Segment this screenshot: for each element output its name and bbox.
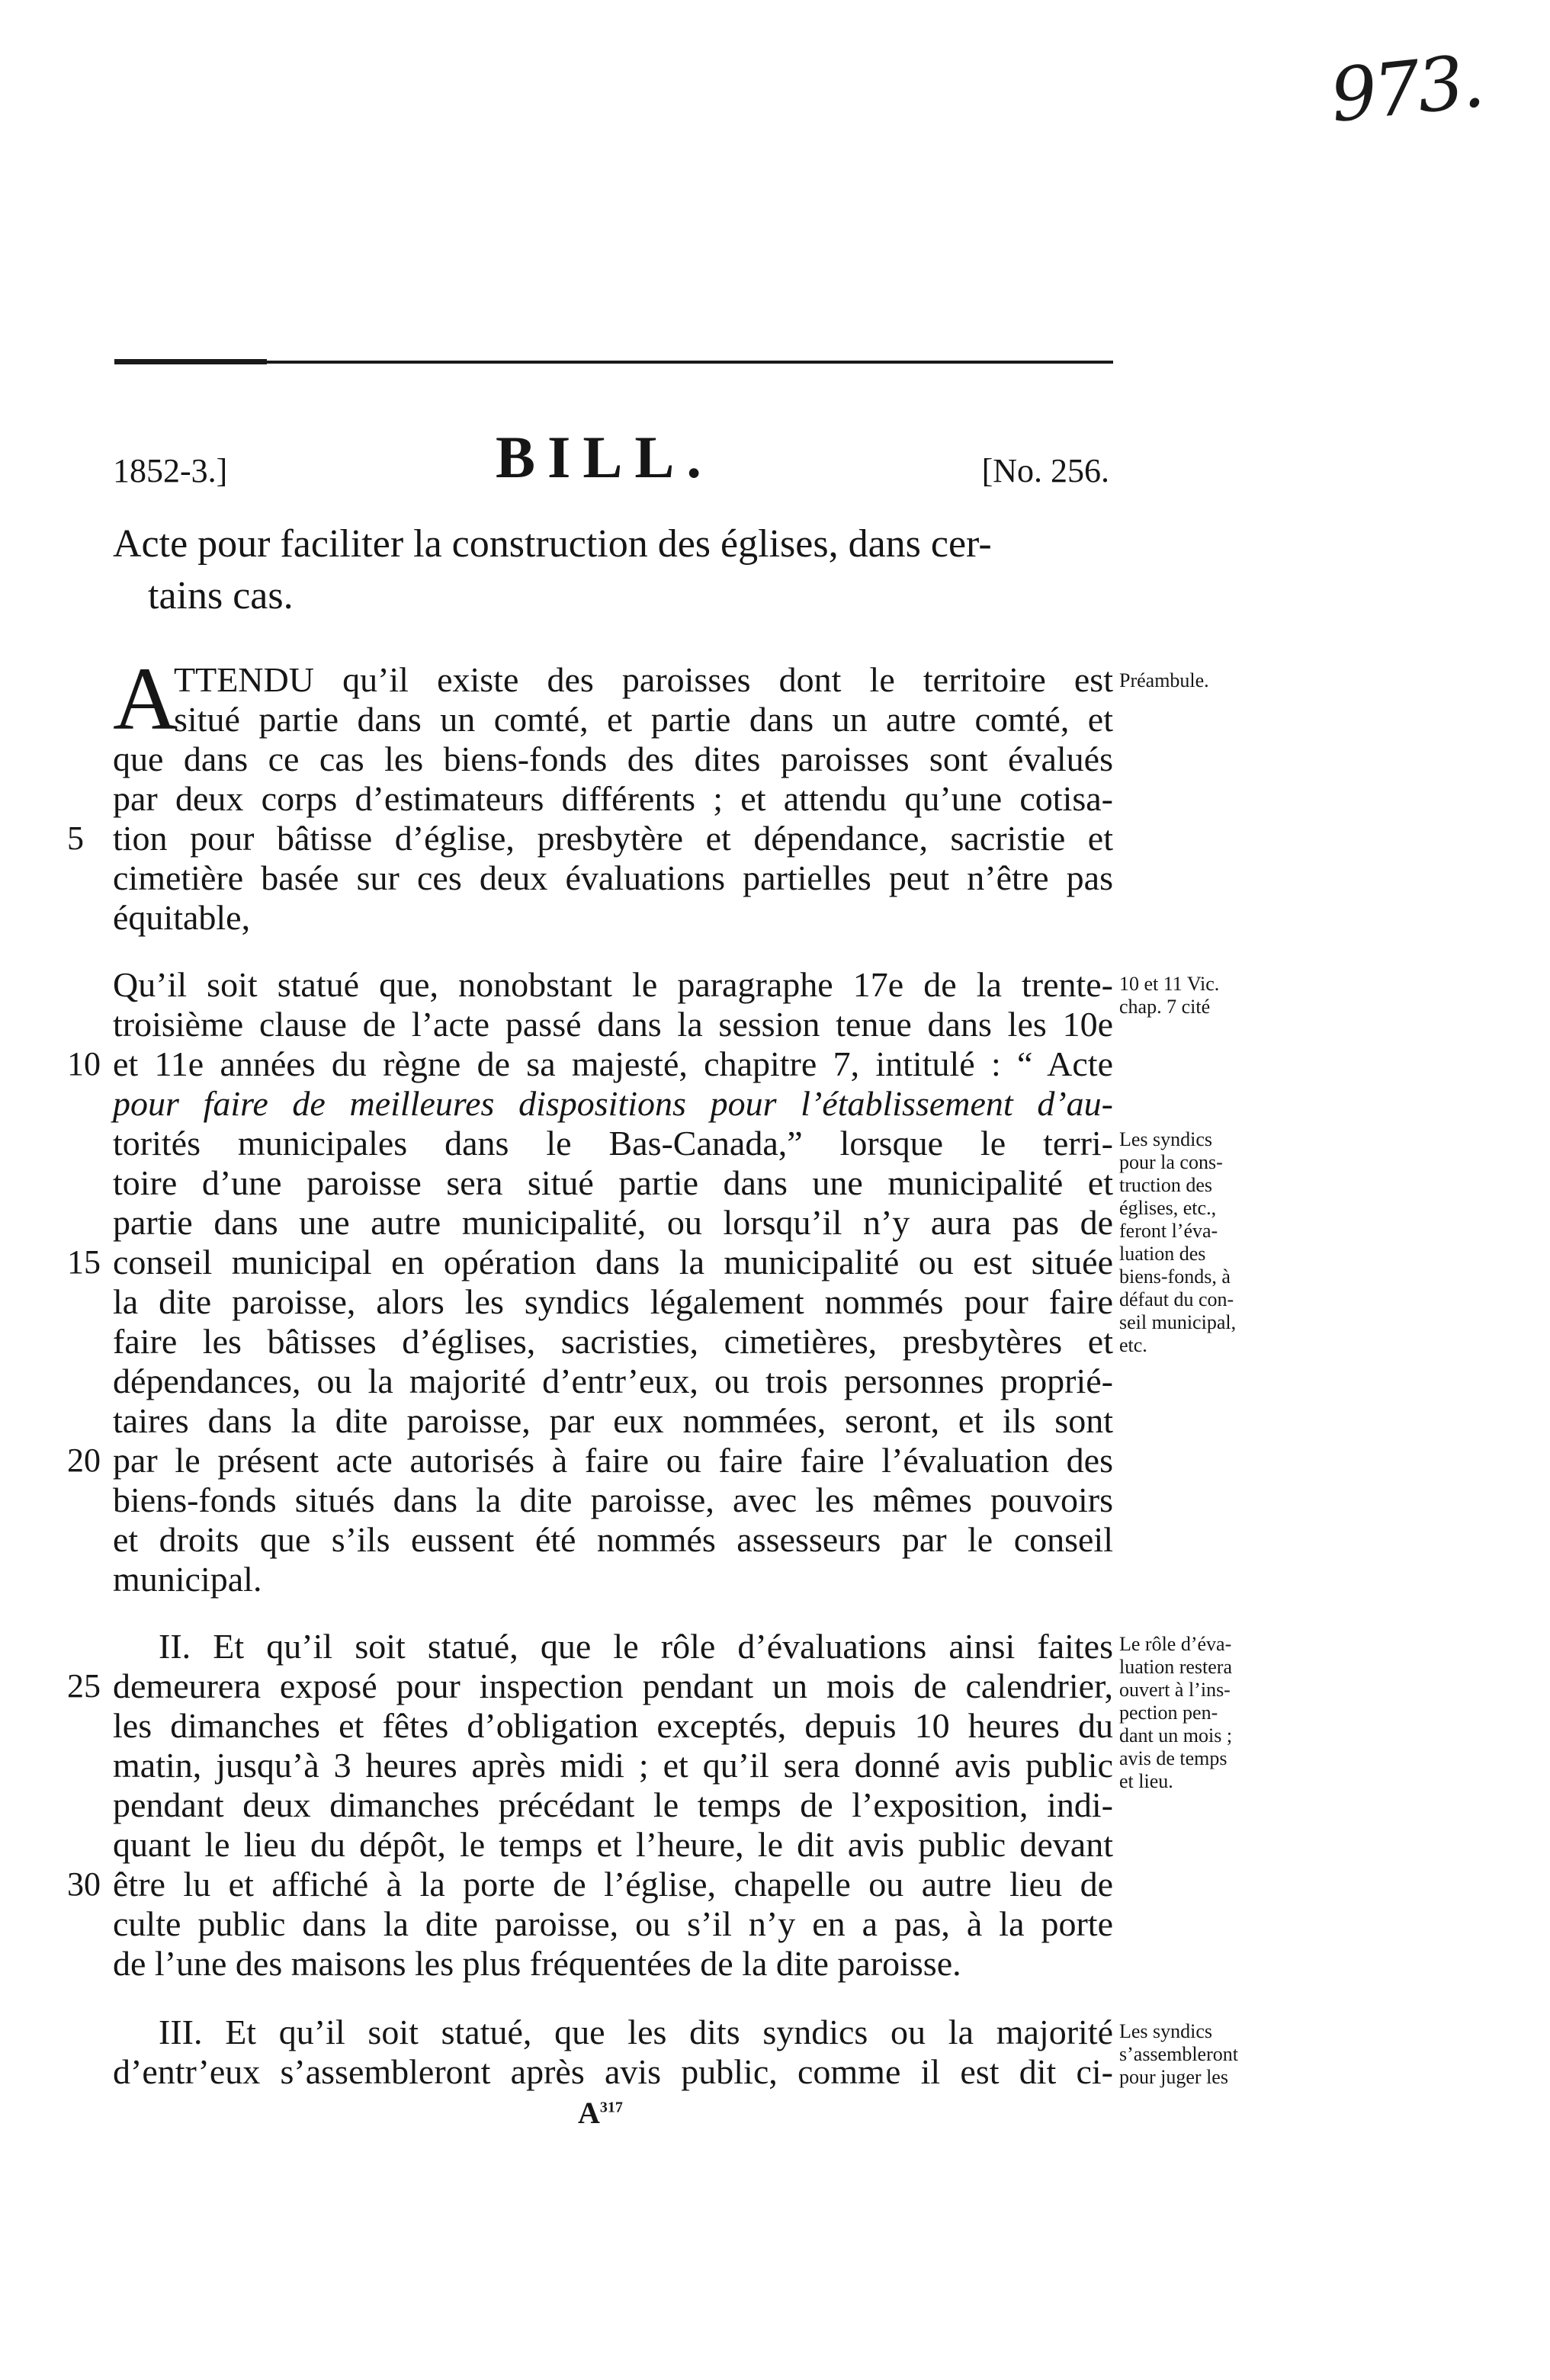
act-title-line: tains cas. xyxy=(148,574,294,617)
margin-note-line: Les syndics xyxy=(1119,2020,1213,2042)
text-line: et droits que s’ils eussent été nommés assesseurs par le conseil xyxy=(113,1520,1113,1559)
margin-note-line: s’assembleront xyxy=(1119,2043,1238,2065)
text-line: demeurera exposé pour inspection pendant un mois de calendrier, xyxy=(113,1666,1113,1705)
line-number: 20 xyxy=(67,1442,101,1479)
signature-number: 317 xyxy=(599,2099,623,2116)
margin-note-line: et lieu. xyxy=(1119,1770,1173,1792)
text-line: et 11e années du règne de sa majesté, chapitre 7, intitulé : “ Acte xyxy=(113,1044,1113,1083)
folio-number: 973. xyxy=(1326,37,1486,140)
margin-note-line: défaut du con- xyxy=(1119,1288,1234,1310)
text-line: matin, jusqu’à 3 heures après midi ; et qu’il sera donné avis public xyxy=(113,1746,1113,1785)
text-line: que dans ce cas les biens-fonds des dites paroisses sont évalués xyxy=(113,739,1113,778)
text-line: de l’une des maisons les plus fréquentées de la dite paroisse. xyxy=(113,1944,961,1983)
text-line: Qu’il soit statué que, nonobstant le paragraphe 17e de la trente- xyxy=(113,965,1113,1004)
signature-letter: A xyxy=(578,2096,600,2130)
margin-note-line: chap. 7 cité xyxy=(1119,996,1211,1018)
text-line: la dite paroisse, alors les syndics légalement nommés pour faire xyxy=(113,1282,1113,1321)
margin-note-line: truction des xyxy=(1119,1174,1213,1196)
margin-note-line: biens-fonds, à xyxy=(1119,1265,1231,1288)
margin-note-line: etc. xyxy=(1119,1334,1147,1356)
margin-note-line: pour la cons- xyxy=(1119,1151,1223,1173)
drop-cap: A xyxy=(113,649,178,749)
act-title xyxy=(113,518,1112,622)
text-line: dépendances, ou la majorité d’entr’eux, ou trois personnes proprié- xyxy=(113,1362,1113,1400)
text-line: III. Et qu’il soit statué, que les dits syndics ou la majorité xyxy=(159,2013,1113,2051)
margin-note-preamble: Préambule. xyxy=(1119,669,1209,691)
text-line: II. Et qu’il soit statué, que le rôle d’évaluations ainsi faites xyxy=(159,1627,1113,1666)
text-line: pendant deux dimanches précédant le temps de l’exposition, indi- xyxy=(113,1785,1113,1824)
text-line: quant le lieu du dépôt, le temps et l’heure, le dit avis public devant xyxy=(113,1825,1113,1864)
margin-note-line: luation des xyxy=(1119,1243,1206,1265)
text-line: d’entr’eux s’assembleront après avis public, comme il est dit ci- xyxy=(113,2052,1113,2091)
margin-note-syndics xyxy=(1119,1128,1295,1357)
line-number: 30 xyxy=(67,1865,101,1903)
text-line: les dimanches et fêtes d’obligation exceptés, depuis 10 heures du xyxy=(113,1706,1113,1745)
header-rule xyxy=(114,358,1113,366)
margin-note-line: pection pen- xyxy=(1119,1702,1218,1724)
margin-note-syndics-assemble xyxy=(1119,2020,1295,2089)
line-number: 25 xyxy=(67,1667,101,1705)
margin-note-line: 10 et 11 Vic. xyxy=(1119,973,1220,995)
margin-note-line: luation restera xyxy=(1119,1656,1232,1678)
text-line: culte public dans la dite paroisse, ou s’il n’y en a pas, à la porte xyxy=(113,1904,1113,1943)
text-line: partie dans une autre municipalité, ou lorsqu’il n’y aura pas de xyxy=(113,1203,1113,1242)
margin-note-line: pour juger les xyxy=(1119,2066,1228,2088)
page-title: BILL. xyxy=(496,424,714,490)
margin-note-line: dant un mois ; xyxy=(1119,1724,1233,1747)
text-line: cimetière basée sur ces deux évaluations partielles peut n’être pas xyxy=(113,858,1113,897)
text-line: taires dans la dite paroisse, par eux nommées, seront, et ils sont xyxy=(113,1401,1113,1440)
margin-note-line: feront l’éva- xyxy=(1119,1220,1218,1242)
act-title-line: Acte pour faciliter la construction des églises, dans cer- xyxy=(113,522,992,566)
text-line: biens-fonds situés dans la dite paroisse, avec les mêmes pouvoirs xyxy=(113,1480,1113,1519)
margin-note-line: seil municipal, xyxy=(1119,1311,1237,1333)
text-line: équitable, xyxy=(113,898,251,937)
text-line: toire d’une paroisse sera situé partie dans une municipalité et xyxy=(113,1163,1113,1202)
text-line: pour faire de meilleures dispositions pour l’établissement d’au- xyxy=(113,1084,1113,1123)
text-line: conseil municipal en opération dans la municipalité ou est située xyxy=(113,1243,1113,1281)
margin-note-evaluation xyxy=(1119,1633,1295,1793)
line-number: 10 xyxy=(67,1045,101,1083)
text-line: torités municipales dans le Bas-Canada,” lorsque le terri- xyxy=(113,1124,1113,1163)
bill-number: [No. 256. xyxy=(981,452,1109,489)
margin-note-line: ouvert à l’ins- xyxy=(1119,1679,1231,1701)
margin-note-line: avis de temps xyxy=(1119,1747,1227,1769)
text-line: troisième clause de l’acte passé dans la session tenue dans les 10e xyxy=(113,1005,1113,1044)
margin-note-line: Le rôle d’éva- xyxy=(1119,1633,1232,1655)
text-line: municipal. xyxy=(113,1560,262,1599)
session-label: 1852-3.] xyxy=(113,452,228,489)
text-line: par le présent acte autorisés à faire ou faire faire l’évaluation des xyxy=(113,1441,1113,1480)
printer-signature xyxy=(578,2095,623,2131)
text-line: être lu et affiché à la porte de l’église, chapelle ou autre lieu de xyxy=(113,1865,1113,1904)
text-line: faire les bâtisses d’églises, sacristies, cimetières, presbytères et xyxy=(113,1322,1113,1361)
line-number: 15 xyxy=(67,1243,101,1281)
margin-note-line: églises, etc., xyxy=(1119,1197,1217,1219)
text-line: situé partie dans un comté, et partie dans un autre comté, et xyxy=(174,700,1113,739)
text-line: TTENDU qu’il existe des paroisses dont le territoire est xyxy=(174,660,1113,699)
line-number: 5 xyxy=(67,820,84,857)
margin-note-statute xyxy=(1119,973,1295,1018)
text-line: tion pour bâtisse d’église, presbytère et dépendance, sacristie et xyxy=(113,819,1113,858)
text-line: par deux corps d’estimateurs différents ; et attendu qu’une cotisa- xyxy=(113,779,1113,818)
margin-note-line: Les syndics xyxy=(1119,1128,1213,1150)
